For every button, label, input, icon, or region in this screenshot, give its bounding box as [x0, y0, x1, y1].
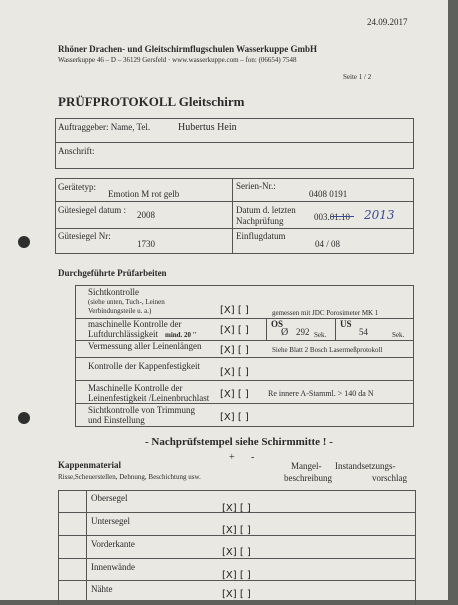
check-row-2-marks[interactable]: [X] [ ]: [220, 325, 249, 336]
divider: [232, 178, 233, 254]
check-row-5-marks[interactable]: [X] [ ]: [220, 389, 249, 400]
check-row-6-marks[interactable]: [X] [ ]: [220, 412, 249, 423]
material-row-innenwaende: Innenwände: [91, 562, 135, 572]
us-unit: Sek.: [392, 331, 405, 339]
check-row-1-label: Sichtkontrolle: [88, 287, 139, 297]
os-label: OS: [271, 319, 284, 329]
divider: [55, 201, 414, 202]
divider: [266, 318, 267, 340]
handwritten-year: 2013: [364, 208, 395, 222]
divider: [55, 142, 414, 143]
seal-nr-label: Gütesiegel Nr:: [58, 231, 111, 241]
check-row-3-marks[interactable]: [X] [ ]: [220, 345, 249, 356]
check-row-3-note: Siehe Blatt 2 Bosch Lasermeßprotokoll: [272, 346, 383, 354]
check-row-4-marks[interactable]: [X] [ ]: [220, 367, 249, 378]
material-row-1-marks[interactable]: [X] [ ]: [222, 503, 251, 514]
check-row-5-note: Re innere A-Stamml. > 140 da N: [268, 389, 374, 398]
client-label: Auftraggeber: Name, Tel.: [58, 122, 151, 132]
plus-column-header: +: [229, 452, 235, 463]
defect-header-2: beschreibung: [284, 473, 332, 483]
divider: [58, 558, 416, 559]
check-row-5-label: Maschinelle Kontrolle der: [88, 383, 183, 393]
divider: [55, 228, 414, 229]
device-type-label: Gerätetyp:: [58, 182, 96, 192]
company-name: Rhöner Drachen- und Gleitschirmflugschulen Wasserkuppe GmbH: [58, 44, 317, 54]
client-name: Hubertus Hein: [178, 122, 237, 133]
last-check-label: Datum d. letzten: [236, 205, 296, 215]
stamp-note: - Nachprüfstempel siehe Schirmmitte ! -: [145, 436, 333, 448]
serial-value: 0408 0191: [309, 189, 348, 199]
check-row-3-label: Vermessung aller Leinenlängen: [88, 341, 202, 351]
material-row-naehte: Nähte: [91, 584, 113, 594]
material-heading: Kappenmaterial: [58, 460, 121, 470]
first-flight-label: Einflugdatum: [236, 231, 286, 241]
seal-date-value: 2008: [137, 210, 155, 220]
repair-header: Instandsetzungs-: [335, 461, 396, 471]
material-row-2-marks[interactable]: [X] [ ]: [222, 525, 251, 536]
material-row-4-marks[interactable]: [X] [ ]: [222, 570, 251, 581]
address-label: Anschrift:: [58, 146, 95, 156]
company-address: Wasserkuppe 46 – D – 36129 Gersfeld · www.wasserkuppe.com – fon: (06654) 7548: [58, 56, 297, 64]
us-label: US: [340, 319, 352, 329]
first-flight-value: 04 / 08: [315, 239, 341, 249]
check-row-2-sub: Luftdurchlässigkeit: [88, 329, 158, 339]
divider: [75, 357, 414, 358]
material-row-untersegel: Untersegel: [91, 516, 130, 526]
material-subheading: Risse,Scheuerstellen, Dehnung, Beschichtung usw.: [58, 473, 201, 481]
minus-column-header: -: [251, 452, 255, 463]
check-row-5-sub: Leinenfestigkeit /Leinenbruchlast: [88, 393, 210, 403]
check-row-6-label: Sichtkontrolle von Trimmung: [88, 405, 196, 415]
check-row-2-label: maschinelle Kontrolle der: [88, 319, 182, 329]
os-symbol: Ø: [281, 327, 289, 338]
divider: [86, 490, 87, 600]
material-row-5-marks[interactable]: [X] [ ]: [222, 589, 251, 600]
document-title: PRÜFPROTOKOLL Gleitschirm: [58, 94, 245, 109]
check-row-1-sub2: Verbindungsteile u. a.): [88, 307, 152, 315]
checks-heading: Durchgeführte Prüfarbeiten: [58, 268, 167, 278]
os-unit: Sek.: [314, 331, 327, 339]
last-check-value: 003.01.10: [314, 212, 350, 222]
check-row-6-sub: und Einstellung: [88, 415, 145, 425]
page-number: Seite 1 / 2: [343, 73, 372, 81]
strike-line: [331, 216, 354, 217]
punch-hole: [18, 236, 30, 248]
material-row-vorderkante: Vorderkante: [91, 539, 135, 549]
defect-header: Mangel-: [291, 461, 322, 471]
check-row-1-note: gemessen mit JDC Porosimeter MK 1: [272, 309, 379, 317]
seal-date-label: Gütesiegel datum :: [58, 205, 126, 215]
material-row-obersegel: Obersegel: [91, 493, 128, 503]
divider: [335, 318, 336, 340]
document-date: 24.09.2017: [367, 17, 408, 27]
os-value: 292: [296, 327, 310, 337]
us-value: 54: [359, 327, 368, 337]
seal-nr-value: 1730: [137, 239, 155, 249]
check-row-2-min: mind. 20 '': [165, 331, 197, 339]
last-check-label-2: Nachprüfung: [236, 216, 284, 226]
material-row-3-marks[interactable]: [X] [ ]: [222, 547, 251, 558]
serial-label: Serien-Nr.:: [236, 181, 276, 191]
repair-header-2: vorschlag: [372, 473, 407, 483]
punch-hole: [18, 412, 30, 424]
device-type-value: Emotion M rot gelb: [108, 189, 180, 199]
divider: [75, 380, 414, 381]
check-row-1-marks[interactable]: [X] [ ]: [220, 305, 249, 316]
divider: [75, 403, 414, 404]
check-row-4-label: Kontrolle der Kappenfestigkeit: [88, 361, 200, 371]
check-row-1-sub: (siehe unten, Tuch-, Leinen: [88, 298, 165, 306]
